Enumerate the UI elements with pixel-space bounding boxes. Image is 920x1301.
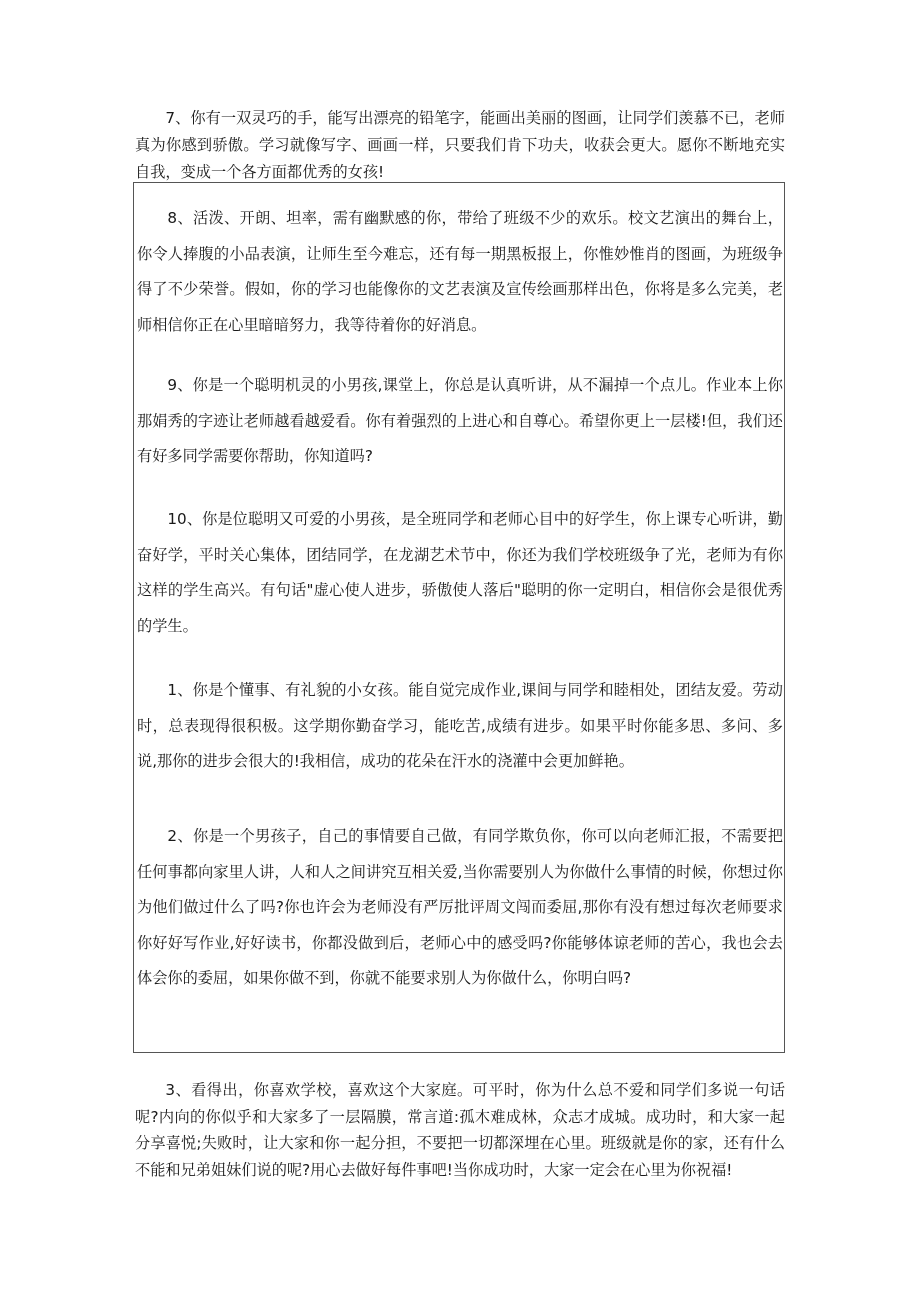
paragraph-comment-1: 1、你是个懂事、有礼貌的小女孩。能自觉完成作业,课间与同学和睦相处，团结友爱。劳动时，总表现得很积极。这学期你勤奋学习，能吃苦,成绩有进步。如果平时你能多思、多问、多说,那你的进步会很大的!我相信，成功的花朵在汗水的浇灌中会更加鲜艳。 <box>137 681 783 770</box>
paragraph-comment-3: 3、看得出，你喜欢学校，喜欢这个大家庭。可平时，你为什么总不爱和同学们多说一句话呢?内向的你似乎和大家多了一层隔膜，常言道:孤木难成林，众志才成城。成功时，和大家一起分享喜悦;失败时，让大家和你一起分担，不要把一切都深埋在心里。班级就是你的家，还有什么不能和兄弟姐妹们说的呢?用心去做好每件事吧!当你成功时，大家一定会在心里为你祝福! <box>135 1081 785 1179</box>
paragraph-comment-9: 9、你是一个聪明机灵的小男孩,课堂上，你总是认真听讲，从不漏掉一个点儿。作业本上你那娟秀的字迹让老师越看越爱看。你有着强烈的上进心和自尊心。希望你更上一层楼!但，我们还有好多同学需要你帮助，你知道吗? <box>137 376 783 465</box>
paragraph-comment-10: 10、你是位聪明又可爱的小男孩，是全班同学和老师心目中的好学生，你上课专心听讲，勤奋好学，平时关心集体，团结同学，在龙湖艺术节中，你还为我们学校班级争了光，老师为有你这样的学生高兴。有句话"虚心使人进步，骄傲使人落后"聪明的你一定明白，相信你会是很优秀的学生。 <box>137 510 783 635</box>
paragraph-comment-2: 2、你是一个男孩子，自己的事情要自己做，有同学欺负你，你可以向老师汇报，不需要把任何事都向家里人讲，人和人之间讲究互相关爱,当你需要别人为你做什么事情的时候，你想过你为他们做过什么了吗?你也许会为老师没有严厉批评周文闯而委屈,那你有没有想过每次老师要求你好好写作业,好好读书，你都没做到后，老师心中的感受吗?你能够体谅老师的苦心，我也会去体会你的委屈，如果你做不到，你就不能要求别人为你做什么，你明白吗? <box>137 827 783 987</box>
paragraph-comment-8: 8、活泼、开朗、坦率，需有幽默感的你，带给了班级不少的欢乐。校文艺演出的舞台上，你令人捧腹的小品表演，让师生至今难忘，还有每一期黑板报上，你惟妙惟肖的图画，为班级争得了不少荣誉。假如，你的学习也能像你的文艺表演及宣传绘画那样出色，你将是多么完美，老师相信你正在心里暗暗努力，我等待着你的好消息。 <box>137 209 783 334</box>
paragraph-comment-7: 7、你有一双灵巧的手，能写出漂亮的铅笔字，能画出美丽的图画，让同学们羡慕不已，老师真为你感到骄傲。学习就像写字、画画一样，只要我们肯下功夫，收获会更大。愿你不断地充实自我，变成一个各方面都优秀的女孩! <box>135 109 785 181</box>
bordered-comment-box <box>133 182 785 1053</box>
